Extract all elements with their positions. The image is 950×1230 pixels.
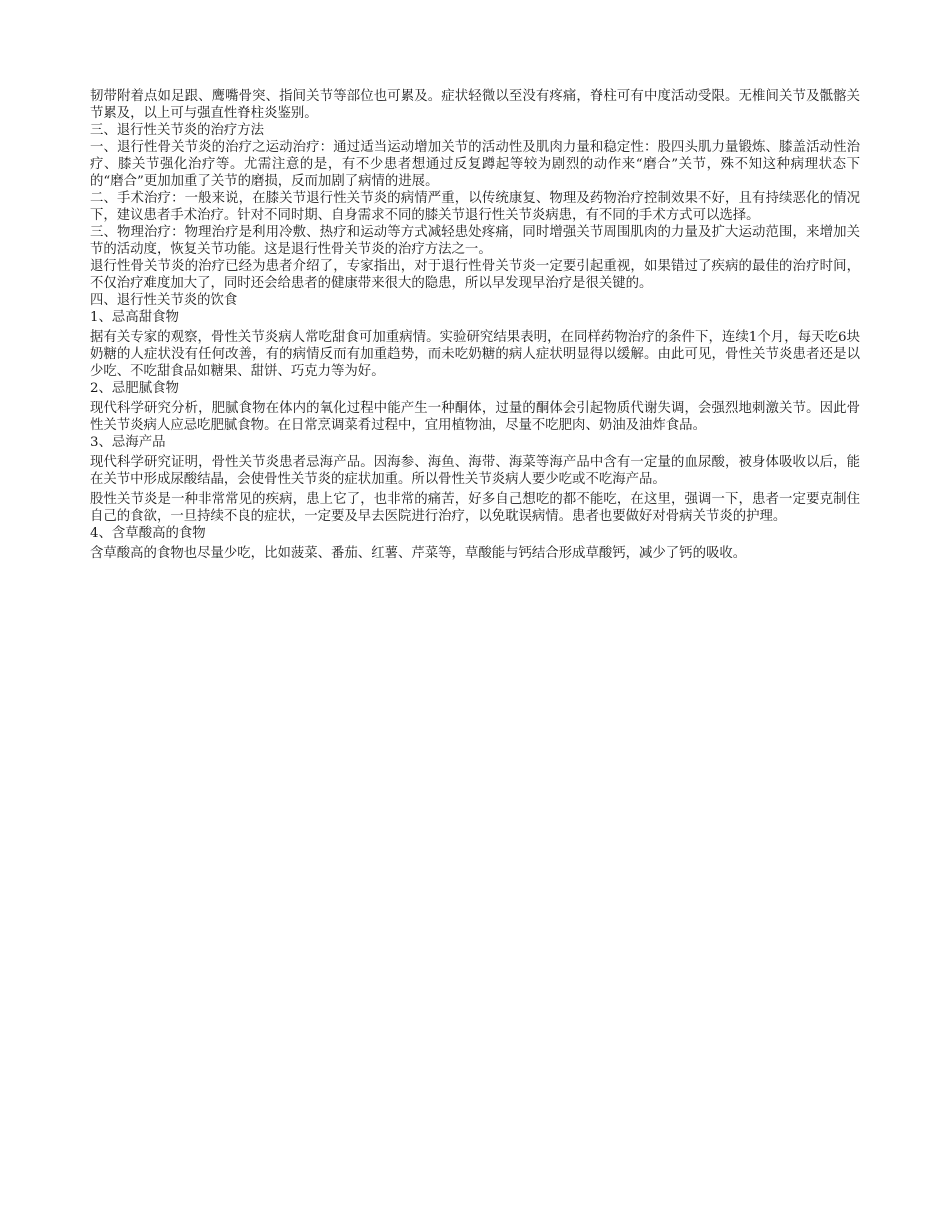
subheading-seafood: 3、忌海产品 [90,435,166,450]
paragraph-physical-therapy: 三、物理治疗：物理治疗是利用冷敷、热疗和运动等方式减轻患处疼痛，同时增强关节周围肌肉的力量及扩大运动范围，来增加关节的活动度，恢复关节功能。这是退行性骨关节炎的治疗方法之一。 [90,225,860,257]
paragraph-sweets: 据有关专家的观察，骨性关节炎病人常吃甜食可加重病情。实验研究结果表明，在同样药物治疗的条件下，连续1个月，每天吃6块奶糖的人症状没有任何改善，有的病情反而有加重趋势，而未吃奶糖的病人症状明显得以缓解。由此可见，骨性关节炎患者还是以少吃、不吃甜食品如糖果、甜饼、巧克力等为好。 [90,330,860,379]
paragraph-seafood: 现代科学研究证明，骨性关节炎患者忌海产品。因海参、海鱼、海带、海菜等海产品中含有一定量的血尿酸，被身体吸收以后，能在关节中形成尿酸结晶，会使骨性关节炎的症状加重。所以骨性关节炎病人要少吃或不吃海产品。 [90,455,860,487]
subheading-greasy: 2、忌肥腻食物 [90,381,179,396]
document-body [90,88,860,562]
paragraph-intro: 韧带附着点如足跟、鹰嘴骨突、指间关节等部位也可累及。症状轻微以至没有疼痛，脊柱可有中度活动受限。无椎间关节及骶髂关节累及，以上可与强直性脊柱炎鉴别。 [90,89,860,121]
paragraph-exercise-therapy: 一、退行性骨关节炎的治疗之运动治疗：通过适当运动增加关节的活动性及肌肉力量和稳定性：股四头肌力量锻炼、膝盖活动性治疗、膝关节强化治疗等。尤需注意的是，有不少患者想通过反复蹲起等较为剧烈的动作来“磨合”关节，殊不知这种病理状态下的“磨合”更加加重了关节的磨损，反而加剧了病情的进展。 [90,140,860,189]
paragraph-advice: 股性关节炎是一种非常常见的疾病，患上它了，也非常的痛苦，好多自己想吃的都不能吃，在这里，强调一下，患者一定要克制住自己的食欲，一旦持续不良的症状，一定要及早去医院进行治疗，以免耽误病情。患者也要做好对骨病关节炎的护理。 [90,492,860,524]
paragraph-oxalic: 含草酸高的食物也尽量少吃，比如菠菜、番茄、红薯、芹菜等，草酸能与钙结合形成草酸钙，减少了钙的吸收。 [90,546,747,561]
section-heading-diet: 四、退行性关节炎的饮食 [90,293,238,308]
subheading-oxalic: 4、含草酸高的食物 [90,526,206,541]
paragraph-surgery: 二、手术治疗：一般来说，在膝关节退行性关节炎的病情严重，以传统康复、物理及药物治疗控制效果不好，且有持续恶化的情况下，建议患者手术治疗。针对不同时期、自身需求不同的膝关节退行性关节炎病患，有不同的手术方式可以选择。 [90,191,860,223]
subheading-sweets: 1、忌高甜食物 [90,310,179,325]
section-heading-treatment: 三、退行性关节炎的治疗方法 [90,123,265,138]
paragraph-expert-advice: 退行性骨关节炎的治疗已经为患者介绍了，专家指出，对于退行性骨关节炎一定要引起重视，如果错过了疾病的最佳的治疗时间，不仅治疗难度加大了，同时还会给患者的健康带来很大的隐患，所以早发现早治疗是很关键的。 [90,259,860,291]
paragraph-greasy: 现代科学研究分析，肥腻食物在体内的氧化过程中能产生一种酮体，过量的酮体会引起物质代谢失调，会强烈地刺激关节。因此骨性关节炎病人应忌吃肥腻食物。在日常烹调菜肴过程中，宜用植物油，尽量不吃肥肉、奶油及油炸食品。 [90,401,860,433]
